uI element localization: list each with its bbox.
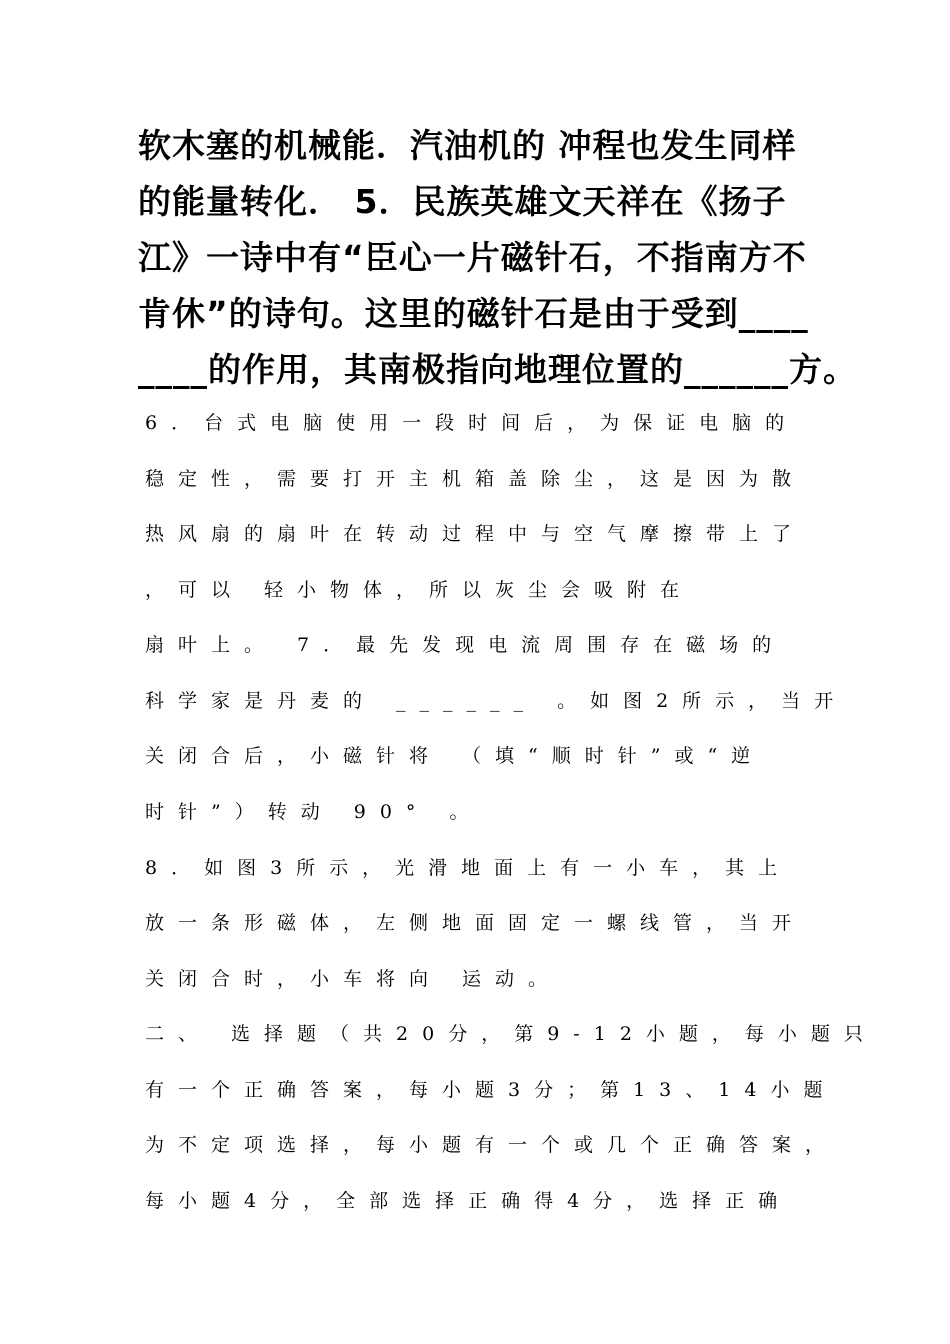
text-line: ____的作用，其南极指向地理位置的______方。 [138,350,857,389]
text-line: 的能量转化． 5．民族英雄文天祥在《扬子 [138,182,787,221]
text-line: 关闭合后，小磁针将 （填“顺时针”或“逆 [145,745,765,767]
text-line: 每小题4分，全部选择正确得4分，选择正确 [145,1190,792,1212]
text-line: 科学家是丹麦的 ______ 。如图2所示，当开 [145,690,848,712]
text-line: 6．台式电脑使用一段时间后，为保证电脑的 [145,412,799,434]
text-line: 放一条形磁体，左侧地面固定一螺线管，当开 [145,912,806,934]
text-line: 江》一诗中有“臣心一片磁针石，不指南方不 [138,238,807,277]
text-line: 为不定项选择，每小题有一个或几个正确答案， [145,1134,839,1156]
text-line: 时针”）转动 90° 。 [145,801,483,823]
text-line: 热风扇的扇叶在转动过程中与空气摩擦带上了 [145,523,806,545]
text-line: 稳定性，需要打开主机箱盖除尘，这是因为散 [145,468,806,490]
text-line: 二、 选择题（共20分，第9-12小题，每小题只 [145,1023,877,1045]
text-line: 软木塞的机械能．汽油机的 冲程也发生同样 [138,126,797,165]
text-line: 扇叶上。 7．最先发现电流周围存在磁场的 [145,634,786,656]
text-line: 有一个正确答案，每小题3分；第13、14小题 [145,1079,837,1101]
text-line: ，可以 轻小物体，所以灰尘会吸附在 [145,579,694,601]
text-line: 肯休”的诗句。这里的磁针石是由于受到____ [138,294,809,333]
text-line: 关闭合时，小车将向 运动。 [145,968,562,990]
text-line: 8．如图3所示，光滑地面上有一小车，其上 [145,857,792,879]
